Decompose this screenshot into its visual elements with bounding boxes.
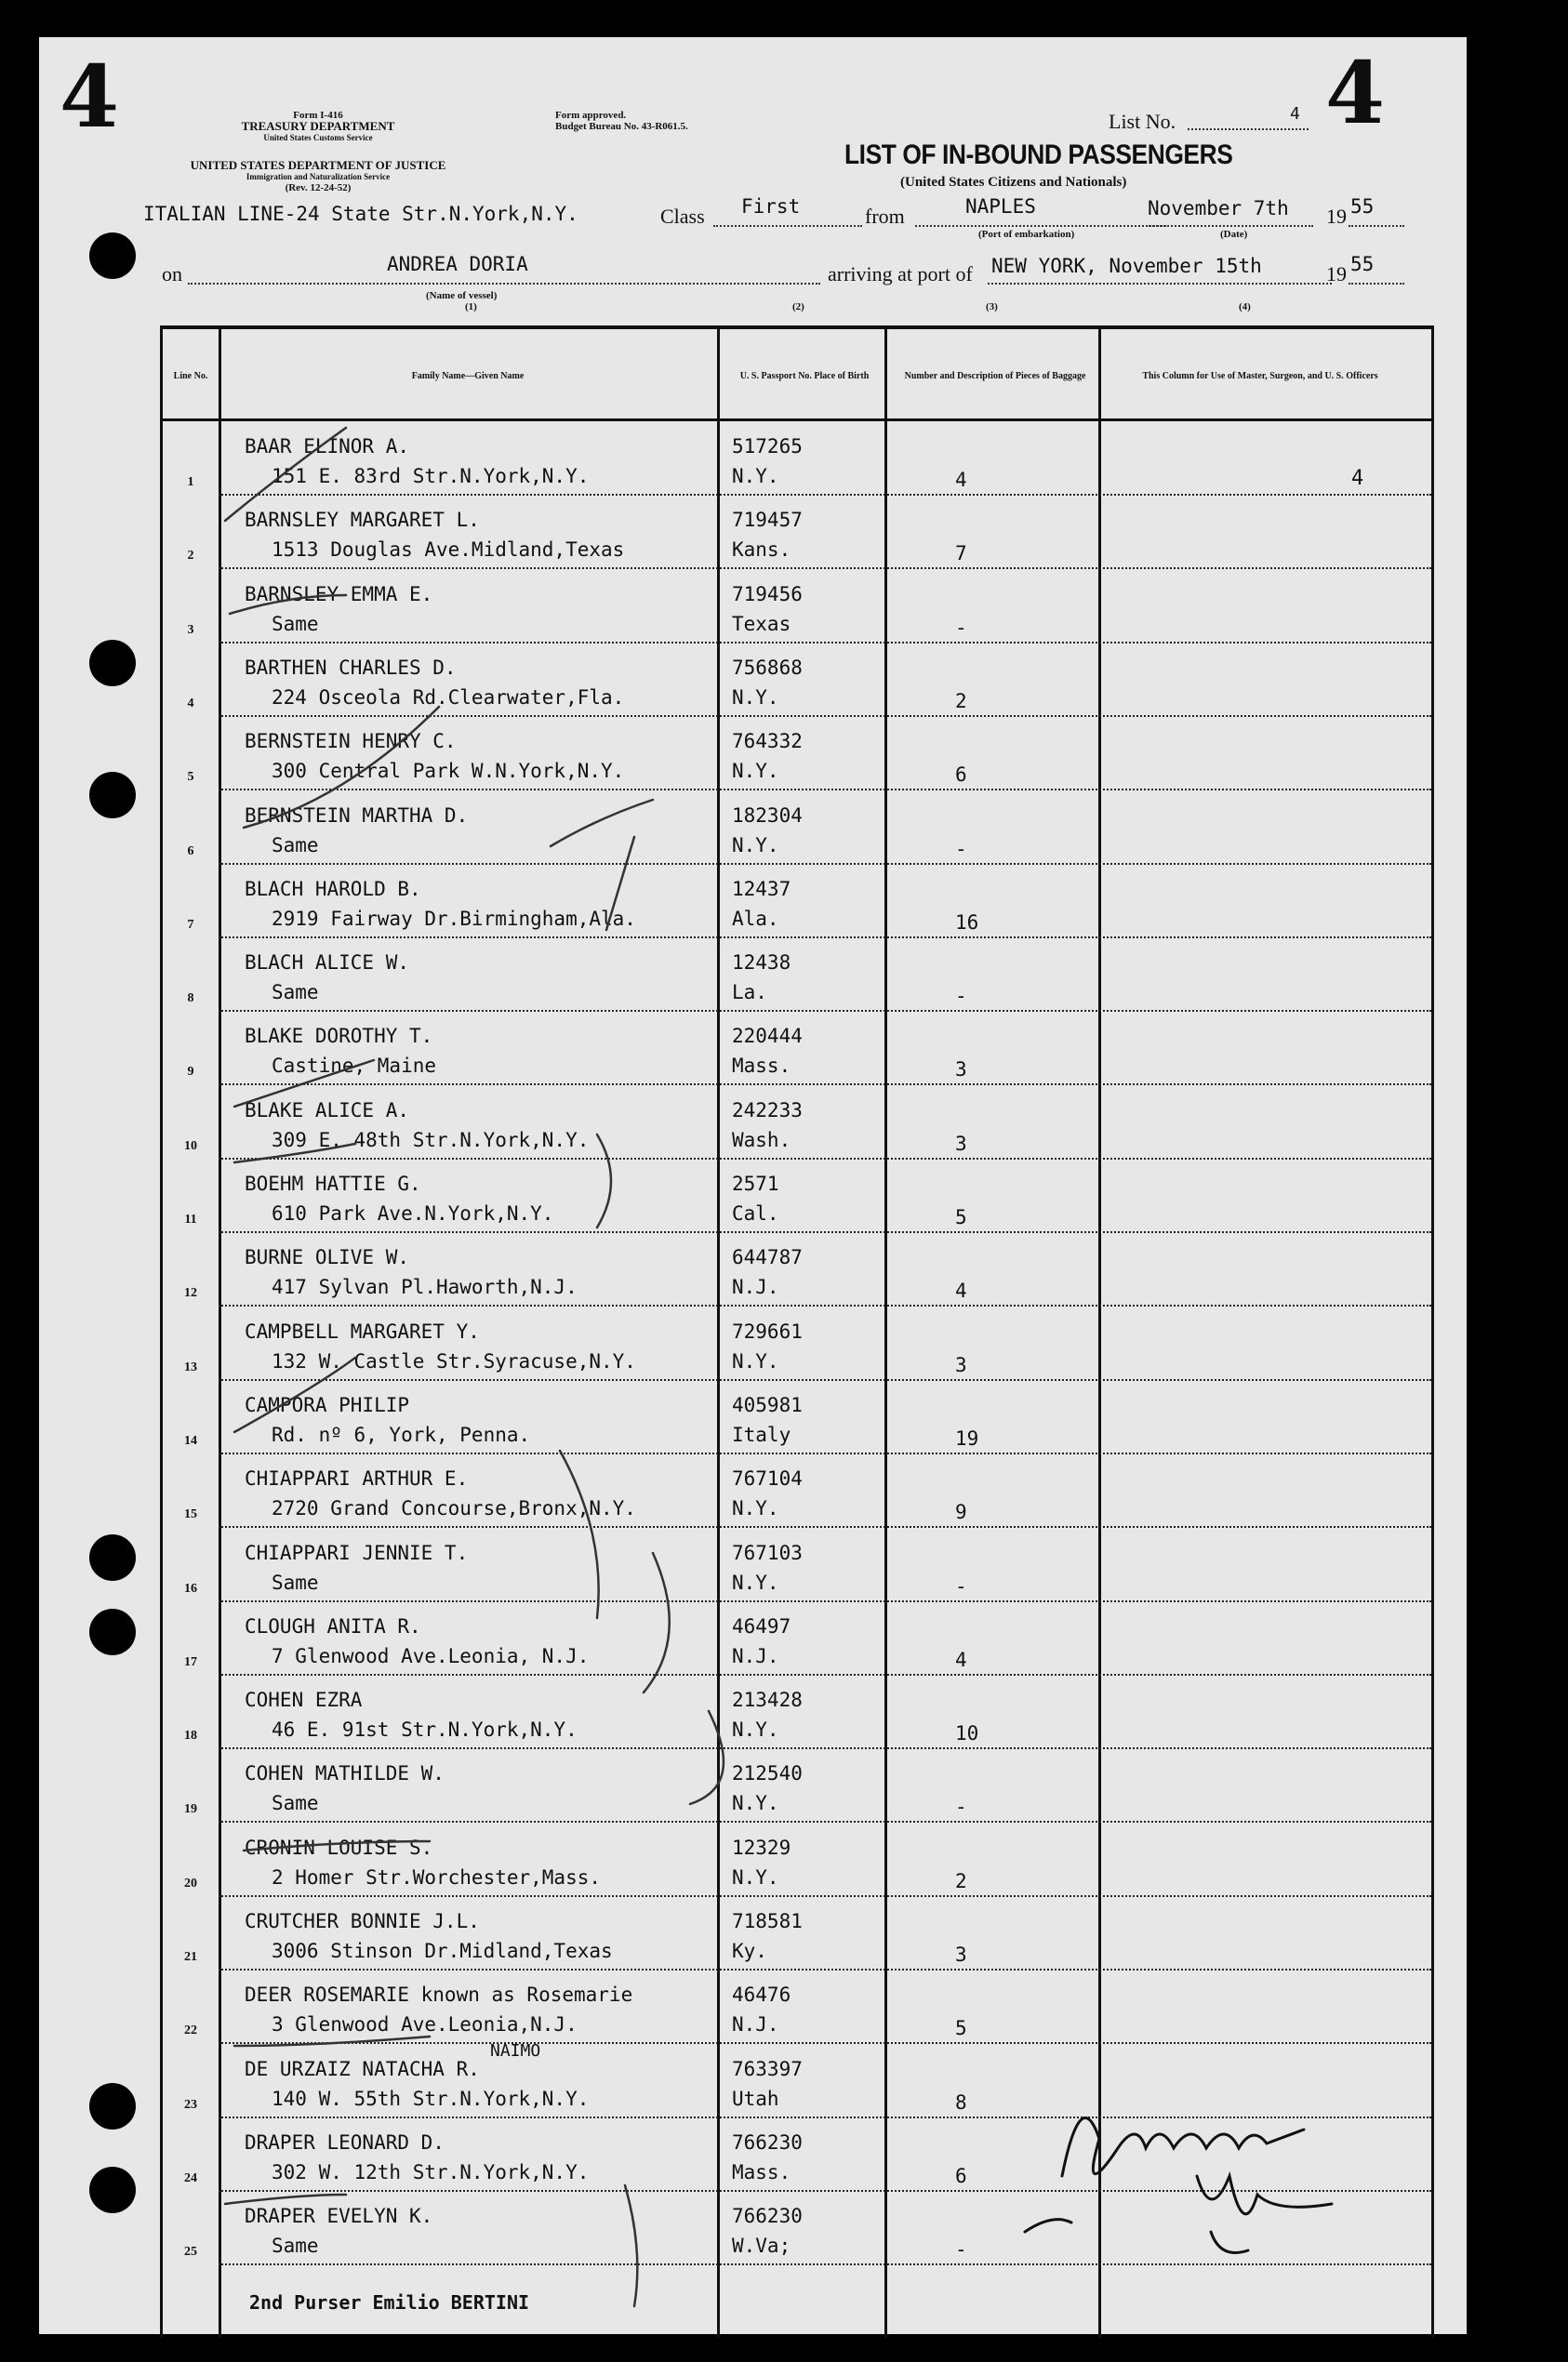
passenger-address: 309 E. 48th Str.N.York,N.Y. — [272, 1128, 590, 1151]
passport-number: 644787 — [732, 1246, 803, 1269]
passport-number: 182304 — [732, 803, 803, 827]
passenger-address: Rd. nº 6, York, Penna. — [272, 1423, 531, 1446]
baggage-count: - — [955, 985, 967, 1008]
passport-number: 213428 — [732, 1689, 803, 1712]
passenger-address: 151 E. 83rd Str.N.York,N.Y. — [272, 465, 590, 487]
baggage-count: - — [955, 1796, 967, 1819]
baggage-count: 8 — [955, 2090, 967, 2114]
line-number: 13 — [184, 1360, 197, 1374]
baggage-count: 5 — [955, 1206, 967, 1228]
passenger-address: 1513 Douglas Ave.Midland,Texas — [272, 538, 625, 562]
baggage-count: 6 — [955, 2164, 967, 2187]
passport-number: 46497 — [732, 1614, 791, 1638]
line-number: 10 — [184, 1138, 197, 1153]
justice-dept: UNITED STATES DEPARTMENT OF JUSTICE — [190, 158, 446, 172]
passport-number: 766230 — [732, 2130, 803, 2154]
col3-caption: (3) — [986, 301, 998, 312]
year-2: 55 — [1350, 253, 1375, 275]
manifest-page — [39, 37, 1467, 2334]
passport-number: 764332 — [732, 730, 803, 753]
passenger-name: BLACH ALICE W. — [245, 951, 410, 975]
passport-number: 12437 — [732, 877, 791, 900]
date-caption: (Date) — [1220, 229, 1248, 240]
passenger-name: CHIAPPARI ARTHUR E. — [245, 1467, 469, 1491]
place-of-birth: N.Y. — [732, 833, 779, 856]
passport-number: 767104 — [732, 1467, 803, 1491]
baggage-count: - — [955, 2238, 967, 2262]
place-of-birth: La. — [732, 981, 767, 1004]
passenger-name: BERNSTEIN MARTHA D. — [245, 803, 469, 827]
line-number: 3 — [187, 622, 194, 637]
baggage-count: 10 — [955, 1722, 979, 1745]
line-number: 17 — [184, 1654, 197, 1669]
place-of-birth: N.Y. — [732, 1718, 779, 1742]
line-number: 22 — [184, 2024, 197, 2038]
col-header-line-no: Line No. — [173, 370, 208, 381]
passenger-address: 3 Glenwood Ave.Leonia,N.J. — [272, 2013, 578, 2037]
page-subtitle: (United States Citizens and Nationals) — [900, 175, 1127, 190]
passenger-address: Same — [272, 833, 319, 856]
baggage-count: 9 — [955, 1501, 967, 1524]
baggage-count: - — [955, 1574, 967, 1598]
officer-mark: 4 — [1351, 467, 1364, 490]
baggage-count: 16 — [955, 910, 979, 934]
place-of-birth: Kans. — [732, 538, 791, 562]
col4-caption: (4) — [1239, 301, 1251, 312]
line-number: 15 — [184, 1507, 197, 1522]
year-prefix-2: 19 — [1326, 262, 1347, 285]
passenger-name: CLOUGH ANITA R. — [245, 1614, 421, 1638]
col1-caption: (1) — [465, 301, 477, 312]
baggage-count: 5 — [955, 2017, 967, 2040]
line-number: 24 — [184, 2170, 197, 2185]
place-of-birth: Mass. — [732, 2160, 791, 2183]
passport-number: 2571 — [732, 1173, 779, 1195]
passenger-name: DE URZAIZ NATACHA R. — [245, 2057, 480, 2080]
passenger-name: COHEN MATHILDE W. — [245, 1762, 445, 1785]
line-number: 11 — [184, 1213, 197, 1227]
baggage-count: 7 — [955, 542, 967, 565]
baggage-count: 4 — [955, 1648, 967, 1671]
customs-service: United States Customs Service — [263, 133, 373, 142]
line-number: 16 — [184, 1581, 197, 1596]
passenger-address: Castine, Maine — [272, 1055, 437, 1078]
passenger-address: Same — [272, 1792, 319, 1815]
passenger-name: DRAPER LEONARD D. — [245, 2130, 445, 2154]
baggage-count: - — [955, 616, 967, 639]
page-title: LIST OF IN-BOUND PASSENGERS — [844, 139, 1233, 170]
passenger-address: 224 Osceola Rd.Clearwater,Fla. — [272, 685, 625, 709]
baggage-count: 4 — [955, 1280, 967, 1303]
place-of-birth: N.Y. — [732, 1792, 779, 1815]
place-of-birth: N.Y. — [732, 1349, 779, 1373]
line-number: 23 — [184, 2097, 197, 2112]
passenger-address: Same — [272, 612, 319, 635]
form-number: Form I-416 — [293, 110, 343, 121]
line-number: 18 — [184, 1729, 197, 1744]
passenger-name: BERNSTEIN HENRY C. — [245, 730, 457, 753]
line-number: 25 — [184, 2245, 197, 2260]
baggage-count: 3 — [955, 1058, 967, 1081]
place-of-birth: Wash. — [732, 1128, 791, 1151]
place-of-birth: Ala. — [732, 907, 779, 930]
line-number: 1 — [187, 475, 194, 489]
passenger-name: COHEN EZRA — [245, 1689, 363, 1712]
place-of-birth: N.Y. — [732, 685, 779, 709]
passport-number: 729661 — [732, 1320, 803, 1343]
passenger-name: CHIAPPARI JENNIE T. — [245, 1541, 469, 1564]
row-22-surname-continuation: NAIMO — [490, 2041, 541, 2061]
passenger-name: BLAKE DOROTHY T. — [245, 1025, 433, 1048]
line-number: 5 — [187, 770, 194, 785]
arrival-port-date: NEW YORK, November 15th — [991, 255, 1262, 277]
list-no-value: 4 — [1290, 104, 1300, 124]
on-label: on — [162, 262, 182, 285]
passenger-name: BARNSLEY EMMA E. — [245, 582, 433, 605]
year-1: 55 — [1350, 195, 1375, 218]
vessel-name: ANDREA DORIA — [387, 253, 528, 275]
passenger-name: BARTHEN CHARLES D. — [245, 656, 457, 679]
line-number: 4 — [187, 696, 194, 710]
passenger-address: 300 Central Park W.N.York,N.Y. — [272, 760, 625, 783]
passenger-address: 2 Homer Str.Worchester,Mass. — [272, 1865, 602, 1889]
passenger-address: 417 Sylvan Pl.Haworth,N.J. — [272, 1276, 578, 1299]
baggage-count: 3 — [955, 1132, 967, 1155]
baggage-count: 2 — [955, 1869, 967, 1892]
baggage-count: 19 — [955, 1426, 979, 1450]
handwritten-check-marks — [39, 37, 1467, 2334]
baggage-count: - — [955, 837, 967, 860]
embarkation-port: NAPLES — [965, 195, 1036, 218]
line-number: 7 — [187, 917, 194, 932]
passenger-address: 2720 Grand Concourse,Bronx,N.Y. — [272, 1497, 636, 1520]
passenger-name: BLACH HAROLD B. — [245, 877, 421, 900]
place-of-birth: N.J. — [732, 1644, 779, 1667]
ins-service: Immigration and Naturalization Service — [246, 172, 391, 181]
year-prefix-1: 19 — [1326, 205, 1347, 228]
page-number-right: 4 — [1325, 43, 1386, 143]
place-of-birth: Ky. — [732, 1940, 767, 1962]
passenger-address: 302 W. 12th Str.N.York,N.Y. — [272, 2160, 590, 2183]
passport-number: 718581 — [732, 1910, 803, 1932]
place-of-birth: Mass. — [732, 1055, 791, 1078]
passport-number: 766230 — [732, 2205, 803, 2228]
col-header-name: Family Name—Given Name — [411, 370, 525, 381]
passport-number: 242233 — [732, 1098, 803, 1121]
departure-date: November 7th — [1148, 197, 1289, 219]
passenger-name: CRONIN LOUISE S. — [245, 1836, 433, 1859]
passenger-address: Same — [272, 1571, 319, 1594]
passport-number: 767103 — [732, 1541, 803, 1564]
passenger-name: CAMPBELL MARGARET Y. — [245, 1320, 480, 1343]
from-label: from — [865, 205, 905, 228]
arriving-label: arriving at port of — [828, 262, 973, 285]
line-number: 12 — [184, 1286, 197, 1301]
passenger-name: BAAR ELINOR A. — [245, 435, 410, 458]
col2-caption: (2) — [792, 301, 804, 312]
page-number-left: 4 — [60, 46, 120, 147]
line-number: 6 — [187, 843, 194, 858]
baggage-count: 3 — [955, 1353, 967, 1376]
line-number: 19 — [184, 1802, 197, 1817]
line-number: 9 — [187, 1065, 194, 1080]
vessel-caption: (Name of vessel) — [426, 290, 498, 301]
passenger-address: 46 E. 91st Str.N.York,N.Y. — [272, 1718, 578, 1742]
col-header-passport: U. S. Passport No. Place of Birth — [739, 370, 870, 381]
budget-bureau: Budget Bureau No. 43-R061.5. — [555, 121, 688, 132]
baggage-count: 6 — [955, 763, 967, 787]
passenger-address: 3006 Stinson Dr.Midland,Texas — [272, 1940, 613, 1962]
place-of-birth: N.Y. — [732, 1865, 779, 1889]
passenger-name: CRUTCHER BONNIE J.L. — [245, 1910, 480, 1932]
line-number: 14 — [184, 1433, 197, 1448]
steamship-line: ITALIAN LINE-24 State Str.N.York,N.Y. — [143, 203, 578, 225]
line-number: 2 — [187, 549, 194, 564]
passenger-address: 140 W. 55th Str.N.York,N.Y. — [272, 2087, 590, 2110]
place-of-birth: Italy — [732, 1423, 791, 1446]
col-header-officers: This Column for Use of Master, Surgeon, and U. S. Officers — [1142, 370, 1378, 381]
place-of-birth: N.J. — [732, 2013, 779, 2037]
place-of-birth: Cal. — [732, 1202, 779, 1225]
passport-number: 517265 — [732, 435, 803, 458]
passenger-name: DRAPER EVELYN K. — [245, 2205, 433, 2228]
place-of-birth: N.Y. — [732, 465, 779, 487]
line-number: 8 — [187, 991, 194, 1006]
passport-number: 46476 — [732, 1984, 791, 2007]
class-value: First — [741, 195, 801, 218]
passenger-address: Same — [272, 981, 319, 1004]
place-of-birth: N.Y. — [732, 1571, 779, 1594]
class-label: Class — [660, 205, 705, 228]
passport-number: 719457 — [732, 509, 803, 532]
passport-number: 719456 — [732, 582, 803, 605]
passenger-address: 132 W. Castle Str.Syracuse,N.Y. — [272, 1349, 636, 1373]
passenger-name: BOEHM HATTIE G. — [245, 1173, 421, 1195]
passport-number: 12329 — [732, 1836, 791, 1859]
revision: (Rev. 12-24-52) — [285, 182, 352, 193]
baggage-count: 2 — [955, 689, 967, 712]
treasury-dept: TREASURY DEPARTMENT — [241, 119, 395, 133]
place-of-birth: Utah — [732, 2087, 779, 2110]
port-caption: (Port of embarkation) — [978, 229, 1075, 240]
passport-number: 212540 — [732, 1762, 803, 1785]
passport-number: 12438 — [732, 951, 791, 975]
place-of-birth: W.Va; — [732, 2235, 791, 2258]
line-number: 20 — [184, 1876, 197, 1891]
passenger-name: CAMPORA PHILIP — [245, 1393, 410, 1416]
place-of-birth: N.Y. — [732, 760, 779, 783]
col-header-baggage: Number and Description of Pieces of Baggage — [904, 370, 1086, 381]
baggage-count: 3 — [955, 1944, 967, 1966]
passenger-address: 7 Glenwood Ave.Leonia, N.J. — [272, 1644, 590, 1667]
passenger-name: BURNE OLIVE W. — [245, 1246, 410, 1269]
passenger-name: BLAKE ALICE A. — [245, 1098, 410, 1121]
baggage-count: 4 — [955, 469, 967, 491]
passenger-address: 2919 Fairway Dr.Birmingham,Ala. — [272, 907, 636, 930]
list-no-label: List No. — [1109, 110, 1176, 133]
place-of-birth: N.J. — [732, 1276, 779, 1299]
passport-number: 220444 — [732, 1025, 803, 1048]
line-number: 21 — [184, 1950, 197, 1964]
passport-number: 756868 — [732, 656, 803, 679]
passenger-address: 610 Park Ave.N.York,N.Y. — [272, 1202, 554, 1225]
passport-number: 405981 — [732, 1393, 803, 1416]
passenger-name: BARNSLEY MARGARET L. — [245, 509, 480, 532]
passport-number: 763397 — [732, 2057, 803, 2080]
place-of-birth: N.Y. — [732, 1497, 779, 1520]
passenger-address: Same — [272, 2235, 319, 2258]
place-of-birth: Texas — [732, 612, 791, 635]
form-approved: Form approved. — [555, 110, 627, 121]
purser-signature-line: 2nd Purser Emilio BERTINI — [249, 2291, 530, 2314]
passenger-name: DEER ROSEMARIE known as Rosemarie — [245, 1984, 633, 2007]
